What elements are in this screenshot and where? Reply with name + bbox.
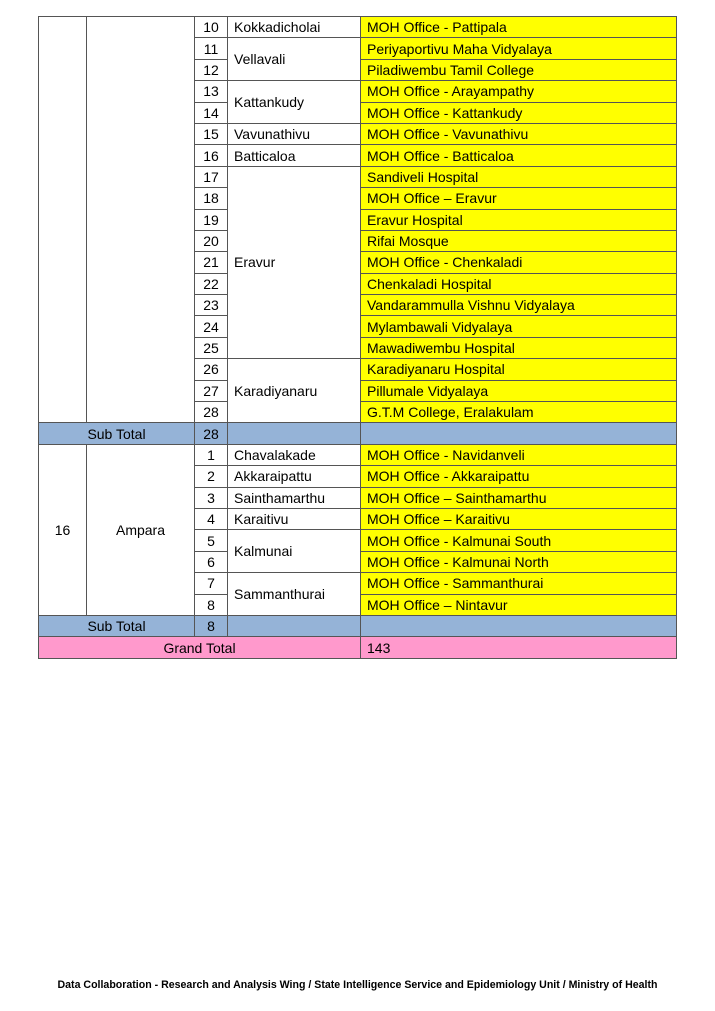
vaccination-center-cell: Chenkaladi Hospital bbox=[361, 273, 677, 294]
page-footer: Data Collaboration - Research and Analysis Wing / State Intelligence Service and Epidemiology Unit / Ministry of Health bbox=[57, 979, 658, 991]
vaccination-center-cell: Eravur Hospital bbox=[361, 209, 677, 230]
vaccination-center-cell: Karadiyanaru Hospital bbox=[361, 359, 677, 380]
subtotal-row bbox=[39, 615, 677, 636]
vaccination-center-cell: MOH Office - Kalmunai South bbox=[361, 530, 677, 551]
row-number-cell: 25 bbox=[195, 337, 228, 358]
subtotal-empty-cell bbox=[228, 615, 361, 636]
subtotal-empty-cell bbox=[361, 423, 677, 444]
row-number-cell: 11 bbox=[195, 38, 228, 59]
grand-total-row bbox=[39, 637, 677, 658]
vaccination-center-cell: Pillumale Vidyalaya bbox=[361, 380, 677, 401]
district-number-cell bbox=[39, 17, 87, 423]
row-number-cell: 4 bbox=[195, 508, 228, 529]
moh-area-cell: Akkaraipattu bbox=[228, 466, 361, 487]
vaccination-center-cell: Vandarammulla Vishnu Vidyalaya bbox=[361, 295, 677, 316]
row-number-cell: 6 bbox=[195, 551, 228, 572]
row-number-cell: 28 bbox=[195, 402, 228, 423]
vaccination-centers-table bbox=[38, 16, 677, 659]
district-name-cell bbox=[87, 17, 195, 423]
row-number-cell: 14 bbox=[195, 102, 228, 123]
vaccination-center-cell: MOH Office - Pattipala bbox=[361, 17, 677, 38]
subtotal-value: 8 bbox=[195, 615, 228, 636]
row-number-cell: 12 bbox=[195, 59, 228, 80]
subtotal-label: Sub Total bbox=[39, 615, 195, 636]
row-number-cell: 27 bbox=[195, 380, 228, 401]
vaccination-center-cell: MOH Office - Vavunathivu bbox=[361, 123, 677, 144]
subtotal-row bbox=[39, 423, 677, 444]
vaccination-center-cell: Mylambawali Vidyalaya bbox=[361, 316, 677, 337]
row-number-cell: 13 bbox=[195, 81, 228, 102]
row-number-cell: 15 bbox=[195, 123, 228, 144]
row-number-cell: 22 bbox=[195, 273, 228, 294]
row-number-cell: 3 bbox=[195, 487, 228, 508]
row-number-cell: 21 bbox=[195, 252, 228, 273]
row-number-cell: 7 bbox=[195, 573, 228, 594]
vaccination-center-cell: MOH Office - Kattankudy bbox=[361, 102, 677, 123]
vaccination-center-cell: MOH Office - Chenkaladi bbox=[361, 252, 677, 273]
vaccination-center-cell: MOH Office - Batticaloa bbox=[361, 145, 677, 166]
row-number-cell: 17 bbox=[195, 166, 228, 187]
subtotal-value: 28 bbox=[195, 423, 228, 444]
vaccination-center-cell: MOH Office - Akkaraipattu bbox=[361, 466, 677, 487]
vaccination-center-cell: Mawadiwembu Hospital bbox=[361, 337, 677, 358]
moh-area-cell: Kalmunai bbox=[228, 530, 361, 573]
row-number-cell: 2 bbox=[195, 466, 228, 487]
vaccination-center-cell: Piladiwembu Tamil College bbox=[361, 59, 677, 80]
moh-area-cell: Karaitivu bbox=[228, 508, 361, 529]
row-number-cell: 1 bbox=[195, 444, 228, 465]
subtotal-empty-cell bbox=[361, 615, 677, 636]
row-number-cell: 26 bbox=[195, 359, 228, 380]
moh-area-cell: Batticaloa bbox=[228, 145, 361, 166]
moh-area-cell: Sammanthurai bbox=[228, 573, 361, 616]
vaccination-center-cell: Periyaportivu Maha Vidyalaya bbox=[361, 38, 677, 59]
vaccination-center-cell: Sandiveli Hospital bbox=[361, 166, 677, 187]
vaccination-center-cell: MOH Office - Sammanthurai bbox=[361, 573, 677, 594]
row-number-cell: 20 bbox=[195, 230, 228, 251]
row-number-cell: 8 bbox=[195, 594, 228, 615]
row-number-cell: 23 bbox=[195, 295, 228, 316]
vaccination-center-cell: MOH Office – Sainthamarthu bbox=[361, 487, 677, 508]
district-name-cell: Ampara bbox=[87, 444, 195, 615]
subtotal-empty-cell bbox=[228, 423, 361, 444]
moh-area-cell: Chavalakade bbox=[228, 444, 361, 465]
grand-total-value: 143 bbox=[361, 637, 677, 658]
moh-area-cell: Karadiyanaru bbox=[228, 359, 361, 423]
row-number-cell: 19 bbox=[195, 209, 228, 230]
district-number-cell: 16 bbox=[39, 444, 87, 615]
vaccination-center-cell: G.T.M College, Eralakulam bbox=[361, 402, 677, 423]
vaccination-center-cell: MOH Office - Navidanveli bbox=[361, 444, 677, 465]
vaccination-center-cell: MOH Office – Eravur bbox=[361, 188, 677, 209]
moh-area-cell: Kokkadicholai bbox=[228, 17, 361, 38]
table-row bbox=[39, 17, 677, 38]
row-number-cell: 18 bbox=[195, 188, 228, 209]
vaccination-center-cell: MOH Office – Karaitivu bbox=[361, 508, 677, 529]
vaccination-center-cell: MOH Office - Kalmunai North bbox=[361, 551, 677, 572]
moh-area-cell: Eravur bbox=[228, 166, 361, 359]
row-number-cell: 10 bbox=[195, 17, 228, 38]
vaccination-center-cell: Rifai Mosque bbox=[361, 230, 677, 251]
moh-area-cell: Vavunathivu bbox=[228, 123, 361, 144]
moh-area-cell: Sainthamarthu bbox=[228, 487, 361, 508]
subtotal-label: Sub Total bbox=[39, 423, 195, 444]
moh-area-cell: Kattankudy bbox=[228, 81, 361, 124]
vaccination-center-cell: MOH Office – Nintavur bbox=[361, 594, 677, 615]
table-row bbox=[39, 444, 677, 465]
table-body bbox=[39, 17, 677, 659]
moh-area-cell: Vellavali bbox=[228, 38, 361, 81]
grand-total-label: Grand Total bbox=[39, 637, 361, 658]
row-number-cell: 24 bbox=[195, 316, 228, 337]
vaccination-center-cell: MOH Office - Arayampathy bbox=[361, 81, 677, 102]
row-number-cell: 16 bbox=[195, 145, 228, 166]
row-number-cell: 5 bbox=[195, 530, 228, 551]
